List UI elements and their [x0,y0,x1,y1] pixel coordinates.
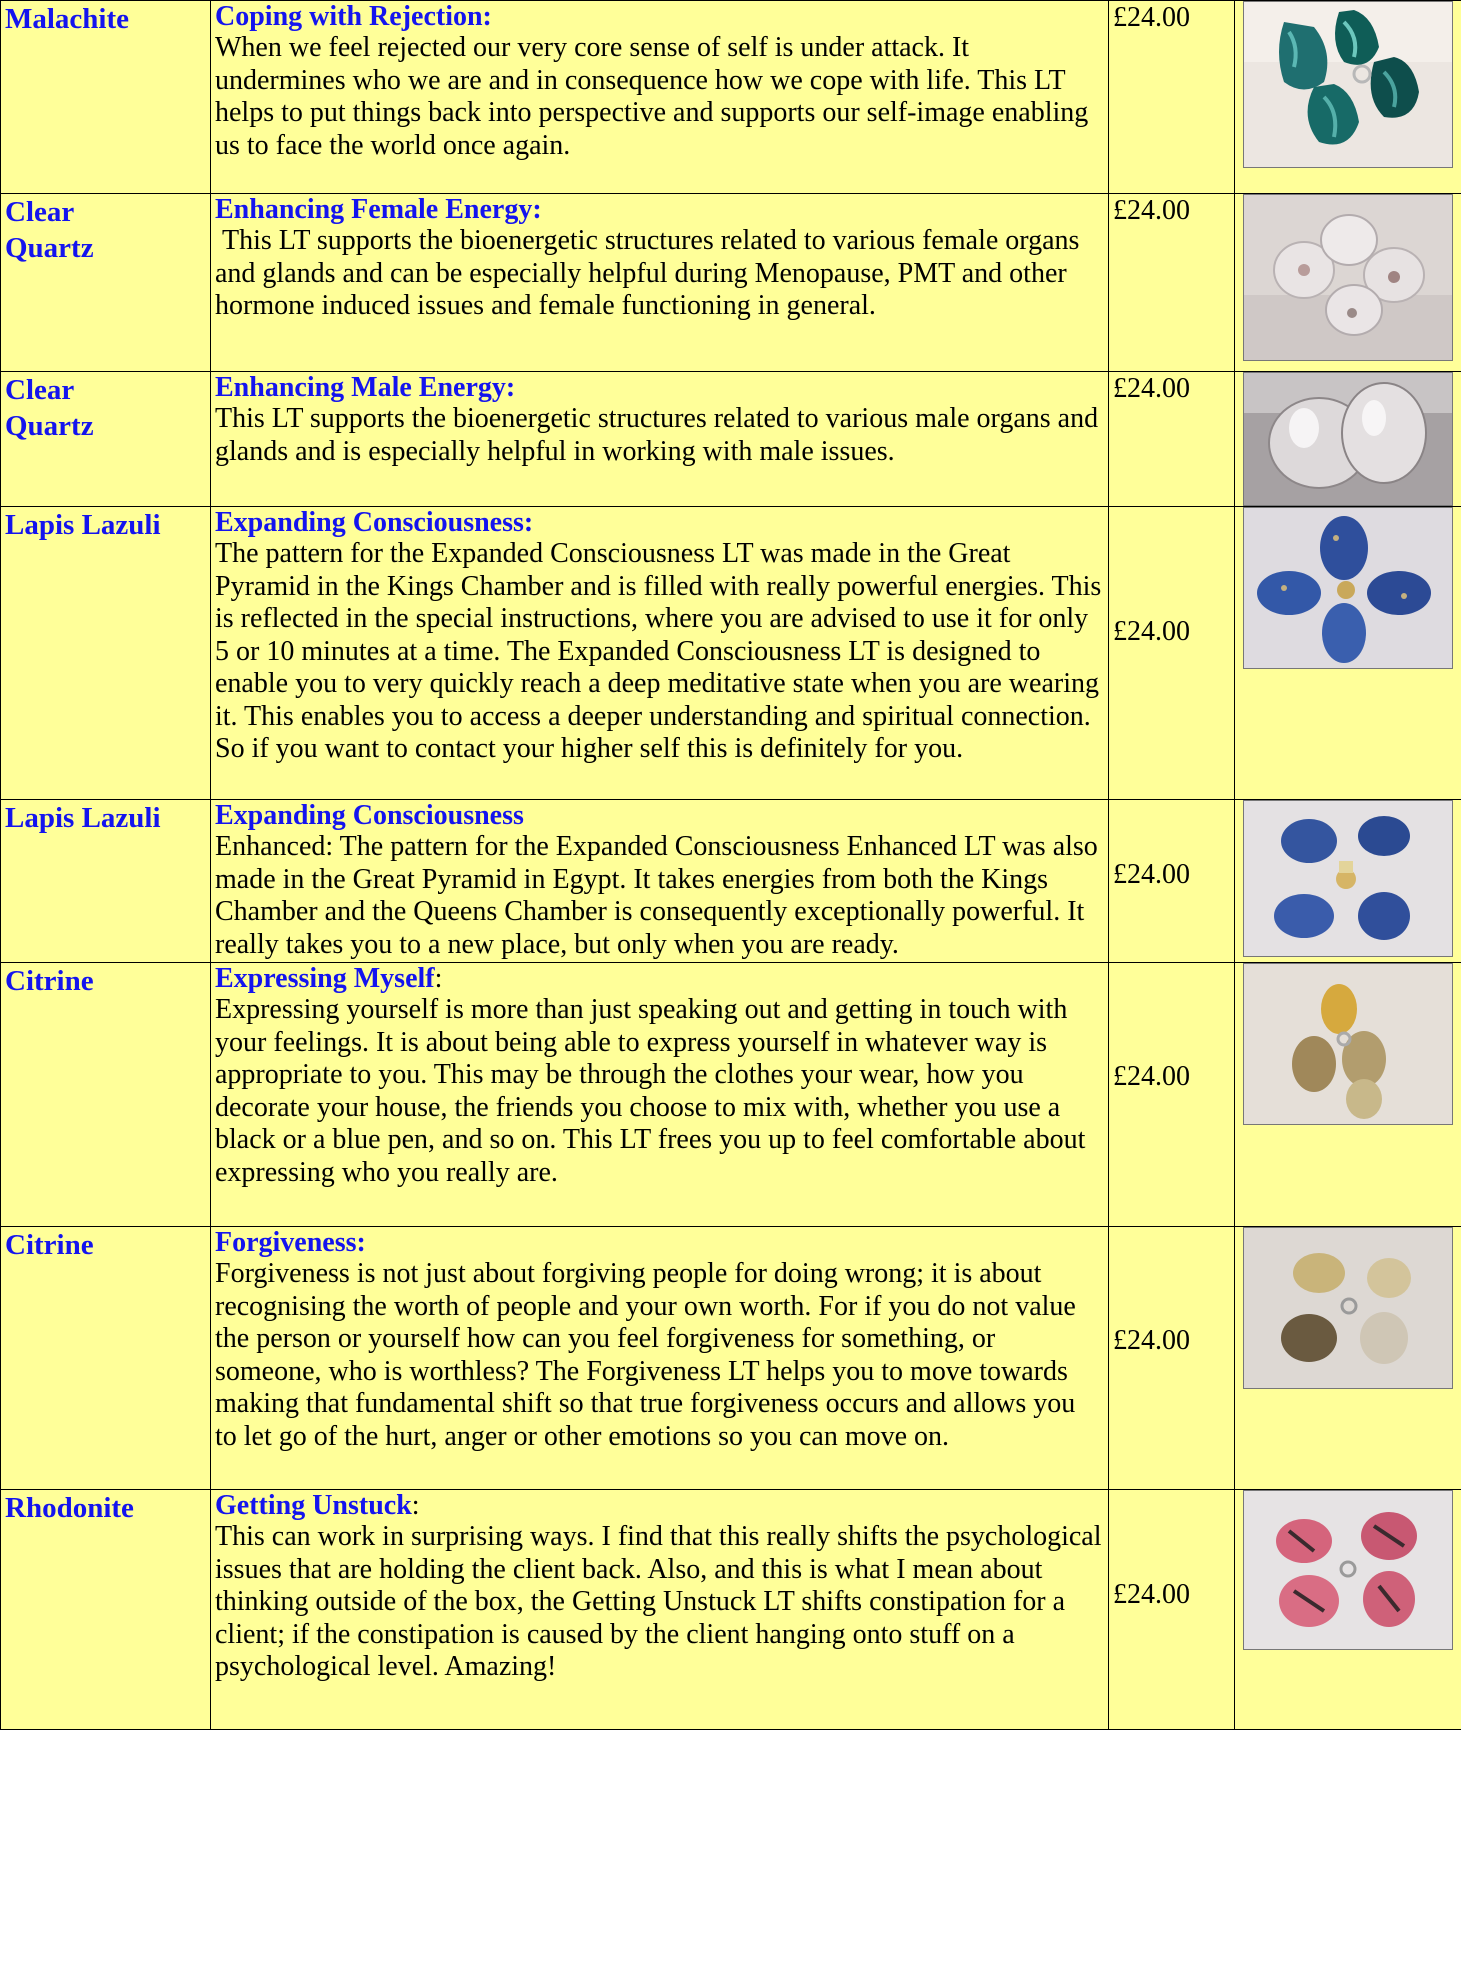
price-value: £24.00 [1113,859,1190,890]
description-cell [211,800,1109,963]
description-cell [211,1227,1109,1490]
price-value: £24.00 [1113,616,1190,647]
malachite-pendants-photo [1243,1,1453,168]
table-row [1,507,1461,800]
price-cell [1109,1227,1235,1490]
stone-cell [1,507,211,800]
stone-name: Clear Quartz [5,196,94,264]
table-row [1,1,1461,194]
stone-name: Citrine [5,1229,94,1261]
image-cell [1235,1,1461,194]
stone-cell [1,372,211,507]
price-value: £24.00 [1113,373,1190,404]
clear-quartz-pendants-photo [1243,372,1453,506]
stone-name: Malachite [5,3,130,35]
description-body: This LT supports the bioenergetic structures related to various female organs and glands and can be especially helpful during Menopause, PMT and other hormone induced issues and female functioning in general. [215,225,1087,321]
price-cell [1109,963,1235,1227]
price-cell [1109,194,1235,372]
image-cell [1235,800,1461,963]
table-row [1,800,1461,963]
description-title: Getting Unstuck [215,1490,412,1521]
description-body: Enhanced: The pattern for the Expanded Consciousness Enhanced LT was also made in the Great Pyramid in Egypt. It takes energies from both the Kings Chamber and the Queens Chamber is consequently exceptionally powerful. It really takes you to a new place, but only when you are ready. [215,831,1098,960]
clear-quartz-pendants-photo [1243,194,1453,361]
price-cell [1109,1490,1235,1730]
description-title: Enhancing Female Energy: [215,194,542,225]
description-cell [211,372,1109,507]
description-cell [211,1,1109,194]
description-body: Expressing yourself is more than just speaking out and getting in touch with your feelings. It is about being able to express yourself in whatever way is appropriate to you. This may be through the clothes your wear, how you decorate your house, the friends you choose to mix with, whether you use a black or a blue pen, and so on. This LT frees you up to feel comfortable about expressing who you really are. [215,994,1086,1188]
price-cell [1109,507,1235,800]
stone-cell [1,194,211,372]
price-cell [1109,372,1235,507]
stone-cell [1,1490,211,1730]
table-row [1,1490,1461,1730]
description-body: The pattern for the Expanded Consciousness LT was made in the Great Pyramid in the Kings Chamber and is filled with really powerful energies. This is reflected in the special instructions, where you are advised to use it for only 5 or 10 minutes at a time. The Expanded Consciousness LT is designed to enable you to very quickly reach a deep meditative state when you are wearing it. This enables you to access a deeper understanding and spiritual connection. So if you want to contact your higher self this is definitely for you. [215,538,1102,764]
description-cell [211,963,1109,1227]
description-title: Expanding Consciousness [215,800,524,831]
table-row [1,372,1461,507]
price-value: £24.00 [1113,2,1190,33]
description-title: Forgiveness: [215,1227,366,1258]
citrine-pendants-photo [1243,1227,1453,1389]
price-value: £24.00 [1113,1579,1190,1610]
stone-name: Rhodonite [5,1492,134,1524]
image-cell [1235,194,1461,372]
description-body: This can work in surprising ways. I find that this really shifts the psychological issues that are holding the client back. Also, and this is what I mean about thinking outside of the box, the Getting Unstuck LT shifts constipation for a client; if the constipation is caused by the client hanging onto stuff on a psychological level. Amazing! [215,1521,1102,1682]
image-cell [1235,507,1461,800]
stone-name: Lapis Lazuli [5,509,161,541]
stone-cell [1,1,211,194]
description-title: Coping with Rejection: [215,1,492,32]
stone-cell [1,800,211,963]
stone-cell [1,963,211,1227]
description-title: Expanding Consciousness: [215,507,534,538]
stone-cell [1,1227,211,1490]
description-cell [211,1490,1109,1730]
table-row [1,963,1461,1227]
description-cell [211,194,1109,372]
price-cell [1109,800,1235,963]
description-title-suffix: : [434,963,443,994]
description-title-suffix: : [411,1490,420,1521]
description-title: Expressing Myself [215,963,435,994]
rhodonite-pendants-photo [1243,1490,1453,1650]
stone-name: Lapis Lazuli [5,802,161,834]
price-value: £24.00 [1113,1061,1190,1092]
description-cell [211,507,1109,800]
image-cell [1235,1490,1461,1730]
lapis-lazuli-pendants-photo [1243,800,1453,957]
price-value: £24.00 [1113,1325,1190,1356]
stone-name: Citrine [5,965,94,997]
lapis-lazuli-pendants-photo [1243,507,1453,669]
stone-name: Clear Quartz [5,374,94,442]
price-cell [1109,1,1235,194]
image-cell [1235,372,1461,507]
description-body: When we feel rejected our very core sense of self is under attack. It undermines who we are and in consequence how we cope with life. This LT helps to put things back into perspective and supports our self-image enabling us to face the world once again. [215,32,1089,161]
citrine-pendants-photo [1243,963,1453,1125]
image-cell [1235,963,1461,1227]
description-title: Enhancing Male Energy: [215,372,516,403]
table-row [1,1227,1461,1490]
description-body: Forgiveness is not just about forgiving people for doing wrong; it is about recognising the worth of people and your own worth. For if you do not value the person or yourself how can you feel forgiveness for something, or someone, who is worthless? The Forgiveness LT helps you to move towards making that fundamental shift so that true forgiveness occurs and allows you to let go of the hurt, anger or other emotions so you can move on. [215,1258,1076,1452]
price-value: £24.00 [1113,195,1190,226]
table-row [1,194,1461,372]
description-body: This LT supports the bioenergetic structures related to various male organs and glands and is especially helpful in working with male issues. [215,403,1099,467]
image-cell [1235,1227,1461,1490]
